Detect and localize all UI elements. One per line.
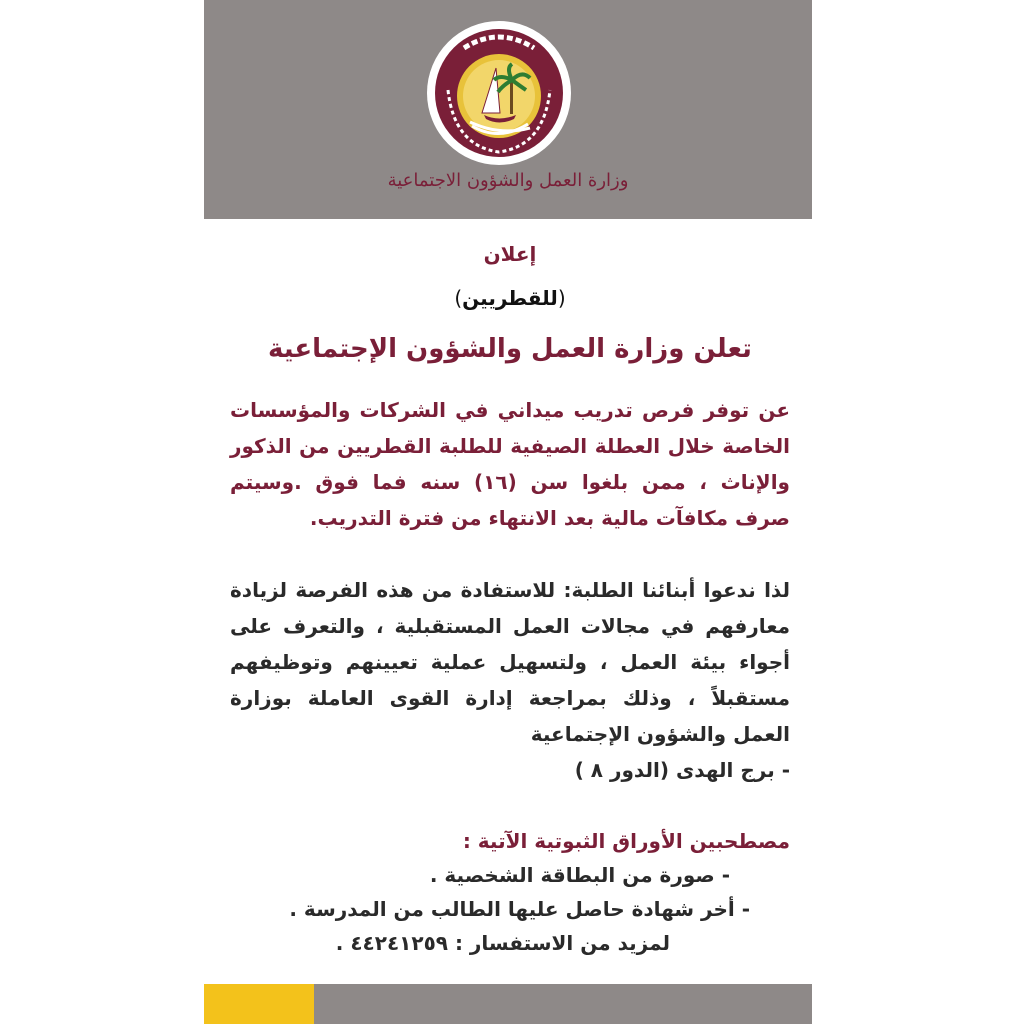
inquiry-line: لمزيد من الاستفسار : ٤٤٢٤١٢٥٩ . xyxy=(335,931,670,955)
announcement-headline: تعلن وزارة العمل والشؤون الإجتماعية xyxy=(268,334,752,364)
footer-band xyxy=(204,984,812,1024)
announcement-content xyxy=(230,230,790,960)
announcement-page xyxy=(204,0,812,1024)
footer-yellow-stripe xyxy=(204,984,314,1024)
paren-open: ( xyxy=(557,286,566,310)
header-band xyxy=(204,0,812,219)
location-line: - برج الهدى (الدور ٨ ) xyxy=(574,758,790,782)
invitation-text: لذا ندعوا أبنائنا الطلبة: للاستفادة من هذه الفرصة لزيادة معارفهم في مجالات العمل المستقبلية ، والتعرف على أجواء بيئة العمل ، ولتسهيل عملية تعيينهم وتوظيفهم مستقبلاً ، وذلك بمراجعة إدارة القوى العاملة بوزارة العمل والشؤون الإجتماعية xyxy=(230,578,790,746)
audience-label: للقطريين xyxy=(462,286,558,310)
documents-intro: مصطحبين الأوراق الثبوتية الآتية : xyxy=(462,829,790,853)
document-item: - صورة من البطاقة الشخصية . xyxy=(429,863,730,887)
audience-line xyxy=(230,286,790,310)
invitation-paragraph xyxy=(230,572,790,788)
announcement-title: إعلان xyxy=(483,242,537,266)
ministry-caption: وزارة العمل والشؤون الاجتماعية xyxy=(387,170,629,191)
training-details-paragraph: عن توفر فرص تدريب ميداني في الشركات والمؤسسات الخاصة خلال العطلة الصيفية للطلبة القطريين من الذكور والإناث ، ممن بلغوا سن (١٦) سنه فما فوق .وسيتم صرف مكافآت مالية بعد الانتهاء من فترة التدريب. xyxy=(230,398,790,530)
qatar-ministry-seal xyxy=(424,18,574,168)
required-documents xyxy=(230,824,790,960)
paren-close: ) xyxy=(454,286,463,310)
document-item: - أخر شهادة حاصل عليها الطالب من المدرسة . xyxy=(289,897,750,921)
